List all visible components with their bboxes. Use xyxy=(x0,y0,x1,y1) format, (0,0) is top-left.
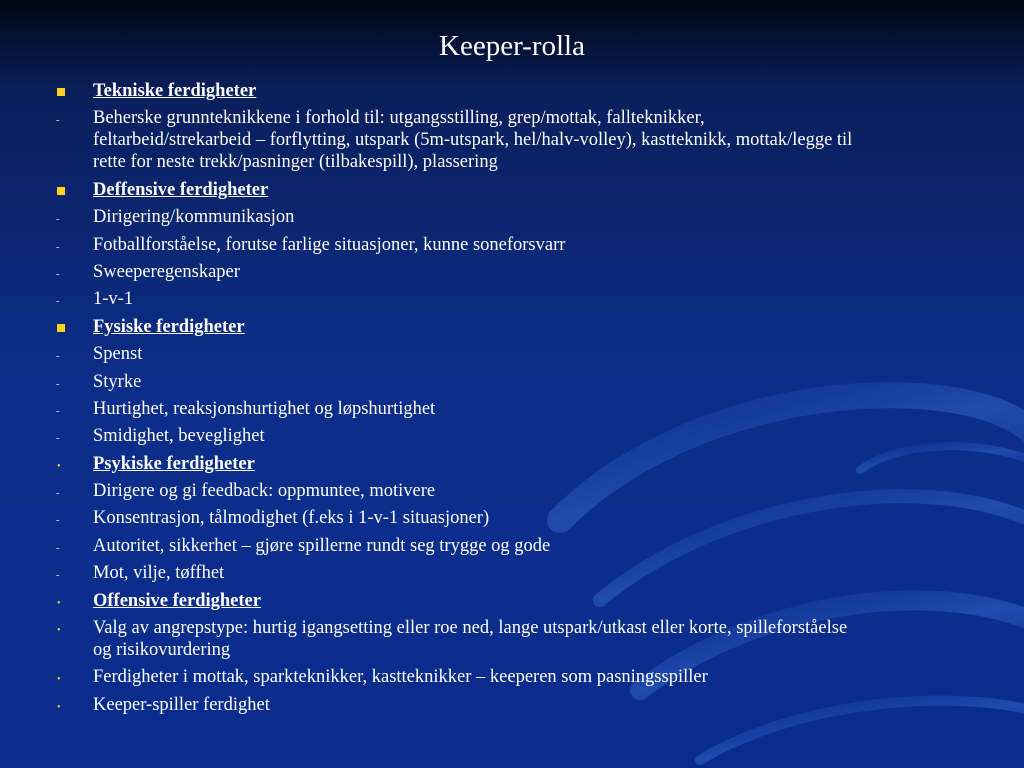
dash-bullet-icon: - xyxy=(56,377,60,390)
section-heading-text: Psykiske ferdigheter xyxy=(93,453,255,474)
list-item-text: 1-v-1 xyxy=(93,289,134,310)
list-item xyxy=(54,507,854,529)
list-item xyxy=(54,425,854,447)
list-item xyxy=(54,535,854,557)
list-item-text: Mot, vilje, tøffhet xyxy=(93,563,225,584)
list-item-text: Dirigering/kommunikasjon xyxy=(93,207,295,228)
list-item xyxy=(54,343,854,365)
dash-bullet-icon: - xyxy=(56,541,60,554)
dash-bullet-icon: - xyxy=(56,114,60,127)
dash-bullet-icon: - xyxy=(56,350,60,363)
list-item xyxy=(54,261,854,283)
dot-bullet-icon: • xyxy=(57,597,61,609)
list-item-text: Smidighet, beveglighet xyxy=(93,426,265,447)
section-heading-text: Fysiske ferdigheter xyxy=(93,316,245,337)
list-item xyxy=(54,694,854,716)
dash-bullet-icon: - xyxy=(56,432,60,445)
list-item-text: Styrke xyxy=(93,371,142,392)
list-item-text: Beherske grunnteknikkene i forhold til: utgangsstilling, grep/mottak, fallteknikker, feltarbeid/strekarbeid – forflytting, utspark (5m-utspark, hel/halv-volley), kastteknikk, mottak/legge til rette for neste trekk/pasninger (tilbakespill), plassering xyxy=(93,108,853,173)
list-item xyxy=(54,234,854,256)
list-item xyxy=(54,617,854,661)
list-item-text: Fotballforståelse, forutse farlige situasjoner, kunne soneforsvarr xyxy=(93,234,566,255)
section-heading-text: Tekniske ferdigheter xyxy=(93,81,257,101)
dash-bullet-icon: - xyxy=(56,404,60,417)
section-heading-text: Deffensive ferdigheter xyxy=(93,179,269,200)
list-item xyxy=(54,480,854,502)
section-heading xyxy=(54,453,854,475)
dash-bullet-icon: - xyxy=(56,240,60,253)
square-bullet-icon xyxy=(54,316,74,338)
list-item-text: Keeper-spiller ferdighet xyxy=(93,694,270,715)
section-heading xyxy=(54,179,854,201)
bullet-list xyxy=(54,80,854,721)
list-item-text: Autoritet, sikkerhet – gjøre spillerne rundt seg trygge og gode xyxy=(93,535,551,556)
square-bullet-icon xyxy=(54,179,74,201)
section-heading xyxy=(54,316,854,338)
list-item-text: Ferdigheter i mottak, sparkteknikker, kastteknikker – keeperen som pasningsspiller xyxy=(93,667,708,688)
list-item-text: Hurtighet, reaksjonshurtighet og løpshurtighet xyxy=(93,398,436,419)
list-item-text: Konsentrasjon, tålmodighet (f.eks i 1-v-1 situasjoner) xyxy=(93,508,490,529)
list-item xyxy=(54,107,854,173)
section-heading xyxy=(54,80,854,102)
list-item xyxy=(54,206,854,228)
list-item-text: Sweeperegenskaper xyxy=(93,261,240,282)
dot-bullet-icon: • xyxy=(57,625,61,637)
list-item-text: Valg av angrepstype: hurtig igangsetting eller roe ned, lange utspark/utkast eller korte, spilleforståelse og risikovurdering xyxy=(93,618,848,661)
list-item xyxy=(54,562,854,584)
list-item-text: Spenst xyxy=(93,344,143,365)
section-heading xyxy=(54,590,854,612)
dot-bullet-icon: • xyxy=(57,460,61,472)
dot-bullet-icon: • xyxy=(57,674,61,686)
slide-title: Keeper-rolla xyxy=(439,30,585,62)
dot-bullet-icon: • xyxy=(57,701,61,713)
list-item-text: Dirigere og gi feedback: oppmuntee, motivere xyxy=(93,481,436,502)
section-heading-text: Offensive ferdigheter xyxy=(93,590,261,611)
list-item xyxy=(54,398,854,420)
list-item xyxy=(54,288,854,310)
dash-bullet-icon: - xyxy=(56,487,60,500)
dash-bullet-icon: - xyxy=(56,213,60,226)
square-bullet-icon xyxy=(54,80,74,102)
list-item xyxy=(54,371,854,393)
list-item xyxy=(54,666,854,688)
dash-bullet-icon: - xyxy=(56,514,60,527)
dash-bullet-icon: - xyxy=(56,295,60,308)
dash-bullet-icon: - xyxy=(56,267,60,280)
dash-bullet-icon: - xyxy=(56,569,60,582)
